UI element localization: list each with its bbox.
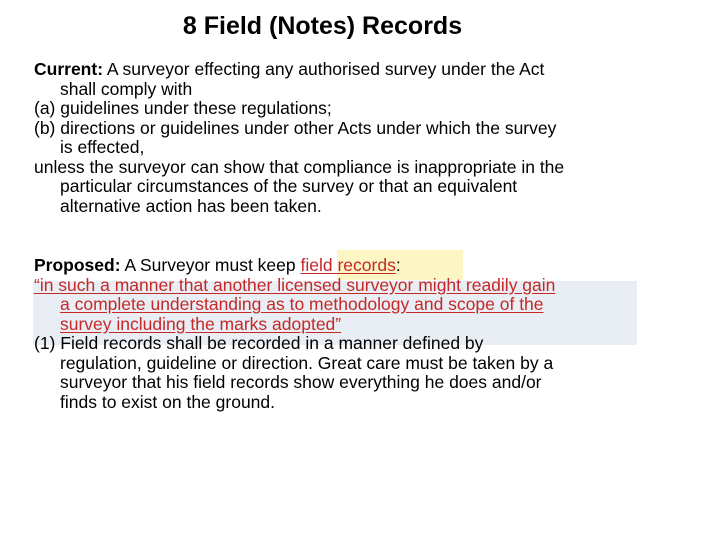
current-line-1: Current: A surveyor effecting any authorised survey under the Act	[34, 59, 545, 79]
current-line-7: particular circumstances of the survey or that an equivalent	[60, 176, 518, 196]
item1-line-3: surveyor that his field records show everything he does and/or	[60, 372, 542, 392]
item1-line-4: finds to exist on the ground.	[60, 391, 275, 412]
current-line-2: shall comply with	[60, 78, 193, 99]
proposed-label: Proposed:	[34, 255, 121, 275]
current-line-8: alternative action has been taken.	[60, 195, 322, 216]
current-section	[34, 60, 674, 216]
item1-line-1: (1) Field records shall be recorded in a manner defined by	[34, 333, 484, 353]
proposed-section	[34, 256, 674, 412]
proposed-line-1: Proposed: A Surveyor must keep field records:	[34, 255, 401, 275]
quote-line-1[interactable]: “in such a manner that another licensed surveyor might readily gain	[34, 274, 556, 295]
current-line-6: unless the surveyor can show that compliance is inappropriate in the	[34, 156, 565, 177]
current-line-4: (b) directions or guidelines under other Acts under which the survey	[34, 117, 557, 138]
quote-line-2: a complete understanding as to methodology and scope of the	[60, 294, 544, 314]
current-line-5: is effected,	[60, 137, 145, 157]
page-title: 8 Field (Notes) Records	[182, 12, 463, 40]
item1-line-2: regulation, guideline or direction. Great care must be taken by a	[60, 352, 554, 373]
current-label: Current:	[34, 59, 104, 79]
quote-line-3: survey including the marks adopted”	[60, 313, 342, 334]
current-line-3: (a) guidelines under these regulations;	[34, 98, 332, 118]
field-records-link[interactable]: field records	[300, 255, 396, 275]
